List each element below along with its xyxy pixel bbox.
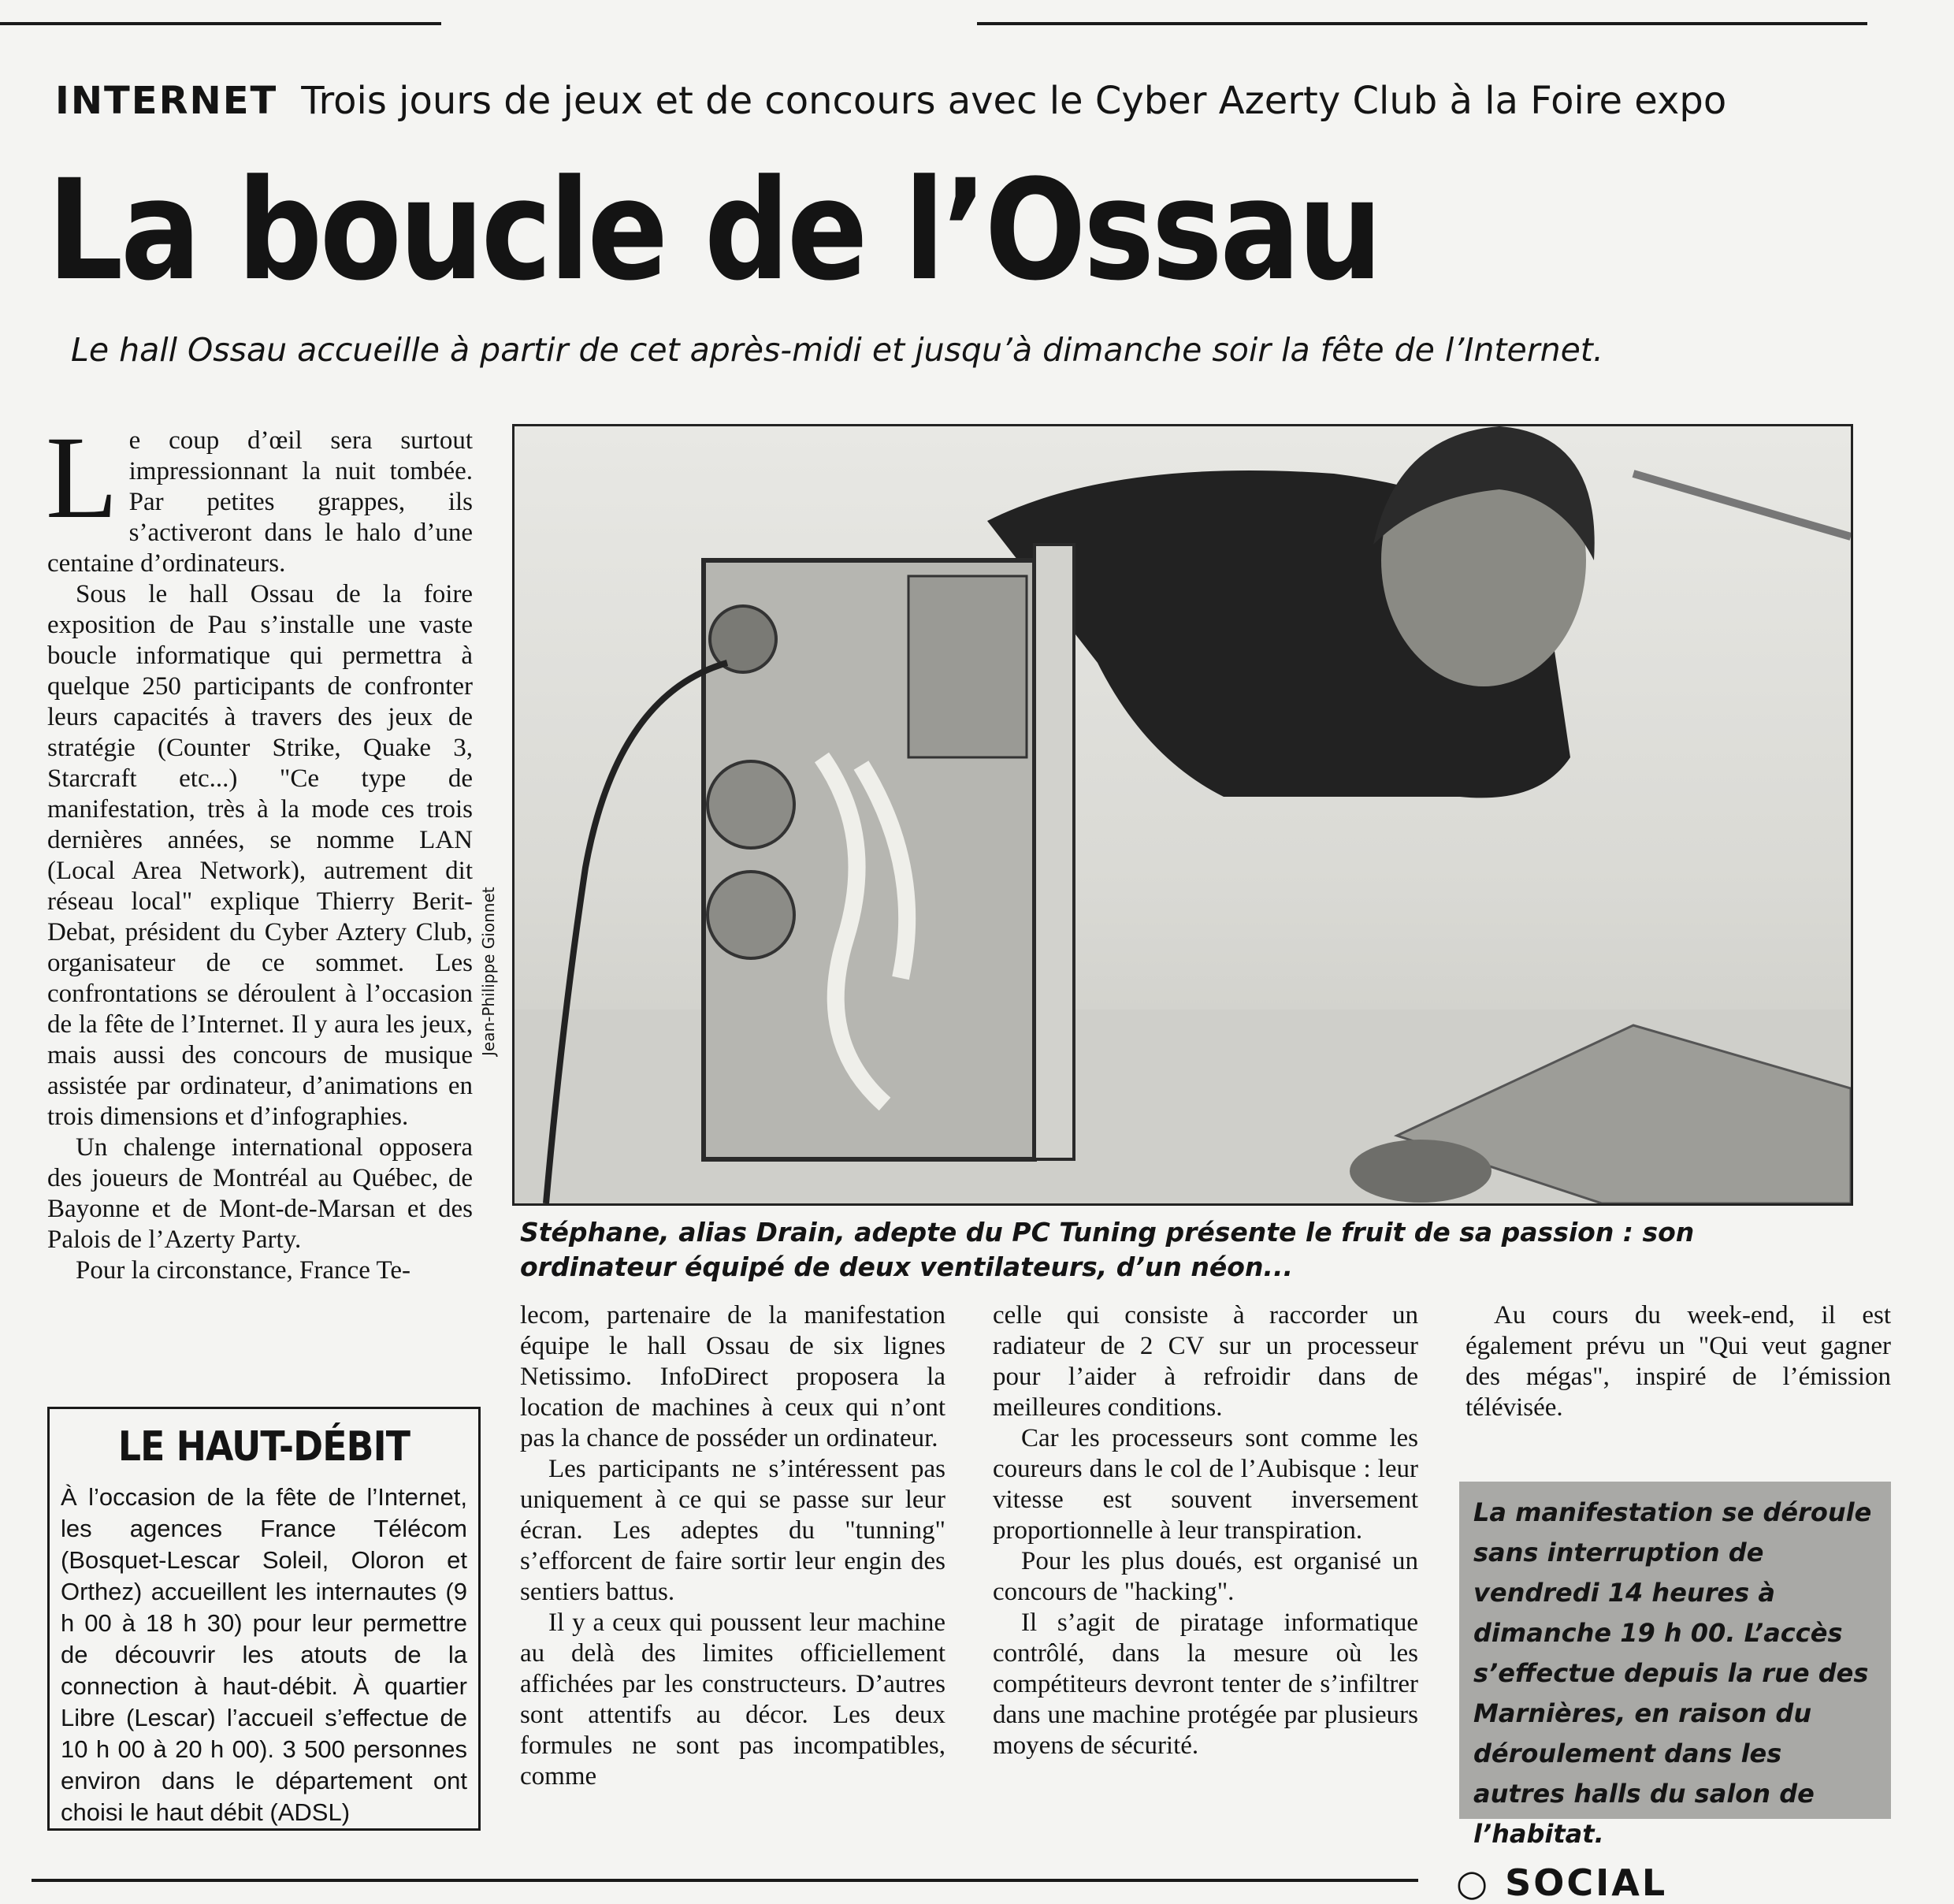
paragraph: Au cours du week-end, il est également prévu un "Qui veut gagner des mégas", inspiré de l’émission télévisée. <box>1466 1301 1891 1422</box>
article-column-3 <box>993 1300 1418 1761</box>
bottom-rule-left <box>32 1879 1418 1882</box>
article-column-2 <box>520 1300 945 1792</box>
paragraph: Les participants ne s’intéressent pas uniquement à ce qui se passe sur leur écran. Les adeptes du "tunning" s’efforcent de faire sortir leur engin des sentiers battus. <box>520 1455 945 1606</box>
photo-caption: Stéphane, alias Drain, adepte du PC Tuning présente le fruit de sa passion : son ordinateur équipé de deux ventilateurs, d’un néon... <box>520 1217 1695 1282</box>
paragraph: Car les processeurs sont comme les coureurs dans le col de l’Aubisque : leur vitesse est souvent inversement proportionnelle à leur transpiration. <box>993 1424 1418 1545</box>
kicker-tag: INTERNET <box>55 79 278 123</box>
drive-bays <box>908 576 1027 757</box>
paragraph: celle qui consiste à raccorder un radiateur de 2 CV sur un processeur pour l’aider à refroidir dans de meilleures conditions. <box>993 1301 1418 1422</box>
paragraph: Pour les plus doués, est organisé un concours de "hacking". <box>993 1547 1418 1606</box>
background-frame <box>1633 474 1851 537</box>
mouse <box>1350 1140 1492 1203</box>
paragraph: Il s’agit de piratage informatique contrôlé, dans la mesure où les compétiteurs devront tenter de s’infiltrer dans une machine protégée par plusieurs moyens de sécurité. <box>993 1608 1418 1760</box>
sidebar-body: À l’occasion de la fête de l’Internet, les agences France Télécom (Bosquet-Lescar Soleil, Oloron et Orthez) accueillent les internautes (9 h 00 à 18 h 30) pour leur permettre de découvrir les atouts de la connection à haut-débit. À quartier Libre (Lescar) l’accueil s’effectue de 10 h 00 à 20 h 00). 3 500 personnes environ dans le département ont choisi le haut débit (ADSL) <box>61 1483 467 1826</box>
drop-cap: L <box>46 412 118 543</box>
article-column-1 <box>46 412 473 1286</box>
photo-illustration <box>515 426 1851 1203</box>
case-fan-lower <box>708 872 794 958</box>
next-section-label: ○ SOCIAL <box>1456 1861 1668 1904</box>
sidebar-box <box>47 1407 481 1831</box>
pc-case-side <box>1035 545 1074 1159</box>
kicker <box>55 79 1899 123</box>
info-box: La manifestation se déroule sans interruption de vendredi 14 heures à dimanche 19 h 00. L’accès s’effectue depuis la rue des Marnières, en raison du déroulement dans les autres halls du salon de l’habitat. <box>1459 1482 1891 1819</box>
top-rule-right <box>977 22 1867 25</box>
case-fan-upper <box>708 761 794 848</box>
headline: La boucle de l’Ossau <box>47 150 1380 311</box>
photo <box>512 424 1853 1206</box>
paragraph: Sous le hall Ossau de la foire exposition de Pau s’installe une vaste boucle informatique qui permettra à quelque 250 participants de confronter leurs capacités à travers des jeux de stratégie (Counter Strike, Quake 3, Starcraft etc...) "Ce type de manifestation, très à la mode ces trois dernières années, se nomme LAN (Local Area Network), autrement dit réseau local" explique Thierry Berit-Debat, président du Cyber Aztery Club, organisateur de ce sommet. Les confrontations se déroulent à l’occasion de la fête de l’Internet. Il y aura les jeux, mais aussi des concours de musique assistée par ordinateur, d’animations en trois dimensions et d’infographies. <box>47 580 473 1131</box>
paragraph: lecom, partenaire de la manifestation équipe le hall Ossau de six lignes Netissimo. InfoDirect proposera la location de machines à ceux qui n’ont pas la chance de posséder un ordinateur. <box>520 1301 945 1452</box>
standfirst: Le hall Ossau accueille à partir de cet après-midi et jusqu’à dimanche soir la fête de l’Internet. <box>71 331 1603 369</box>
paragraph: Un chalenge international opposera des joueurs de Montréal au Québec, de Bayonne et de Mont-de-Marsan et des Palois de l’Azerty Party. <box>47 1133 473 1254</box>
kicker-text: Trois jours de jeux et de concours avec le Cyber Azerty Club à la Foire expo <box>301 79 1727 123</box>
paragraph: Le coup d’œil sera surtout impressionnant la nuit tombée. Par petites grappes, ils s’activeront dans le halo d’une centaine d’ordinateurs. <box>46 412 473 578</box>
sidebar-title: LE HAUT-DÉBIT <box>117 1423 410 1471</box>
top-rule-left <box>0 22 441 25</box>
photo-credit: Jean-Philippe Gionnet <box>479 887 498 1056</box>
article-column-4 <box>1466 1300 1891 1423</box>
paragraph: Il y a ceux qui poussent leur machine au delà des limites officiellement affichées par les constructeurs. D’autres sont attentifs au décor. Les deux formules ne sont pas incompatibles, comme <box>520 1608 945 1791</box>
paragraph: Pour la circonstance, France Te- <box>76 1256 410 1285</box>
